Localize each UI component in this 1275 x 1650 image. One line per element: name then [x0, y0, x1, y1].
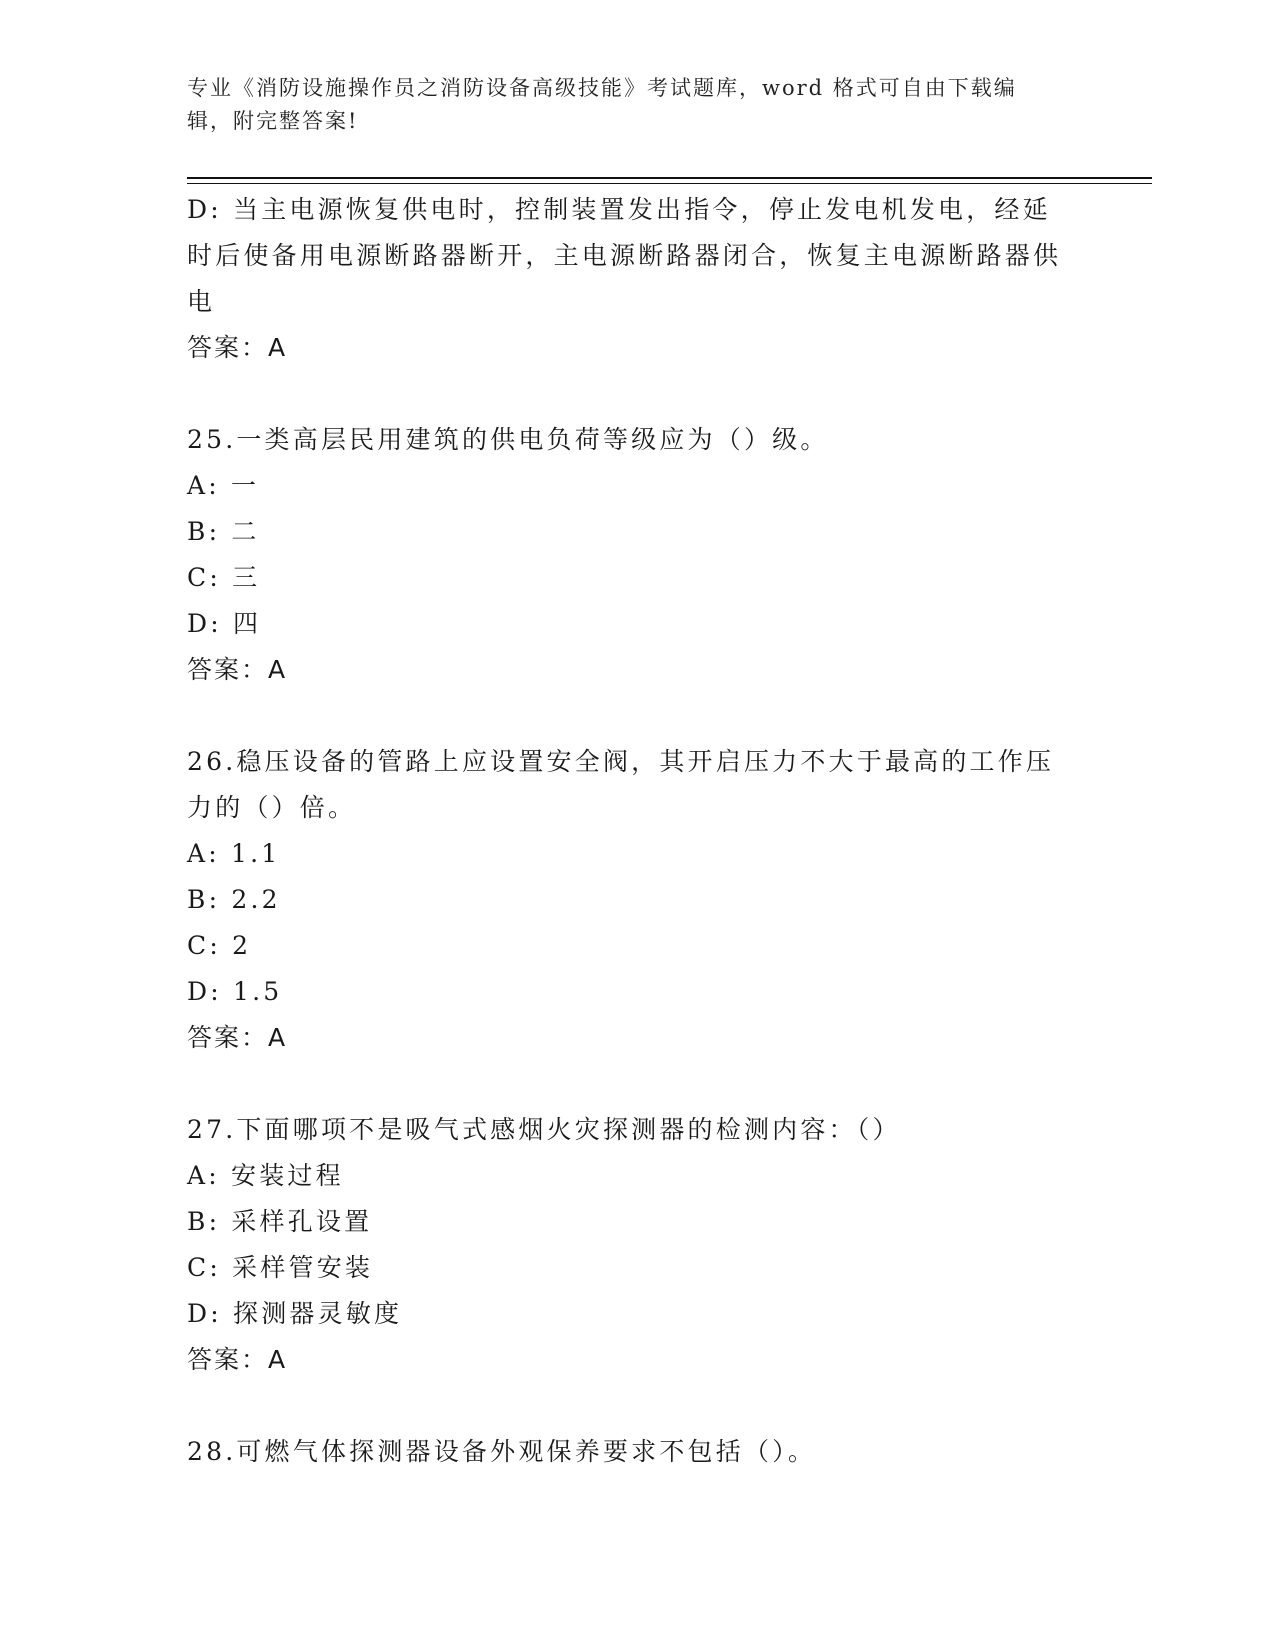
- header-divider-thick: [187, 177, 1152, 179]
- header-line-2: 辑，附完整答案!: [187, 109, 359, 133]
- option-a: A: 1.1: [187, 839, 281, 868]
- question-25: [187, 417, 1087, 693]
- option-c: C: 2: [187, 931, 252, 960]
- spacer: [187, 371, 1087, 417]
- header-line-1: 专业《消防设施操作员之消防设备高级技能》考试题库，word 格式可自由下载编: [187, 76, 1017, 100]
- option-d: D: 1.5: [187, 977, 283, 1006]
- option-c: C: 采样管安装: [187, 1253, 374, 1282]
- option-d: D: 当主电源恢复供电时，控制装置发出指令，停止发电机发电，经延时后使备用电源断路器断开，主电源断路器闭合，恢复主电源断路器供电: [187, 195, 1062, 316]
- question-body: [187, 187, 1087, 1475]
- header-divider-thin: [187, 183, 1152, 184]
- page-header: [187, 72, 1067, 138]
- spacer: [187, 693, 1087, 739]
- question-stem: 28.可燃气体探测器设备外观保养要求不包括（）。: [187, 1437, 817, 1466]
- answer-label: 答案：A: [187, 1023, 288, 1052]
- option-a: A: 安装过程: [187, 1161, 344, 1190]
- option-d: D: 四: [187, 609, 262, 638]
- option-d: D: 探测器灵敏度: [187, 1299, 403, 1328]
- question-28: [187, 1429, 1087, 1475]
- question-stem: 26.稳压设备的管路上应设置安全阀，其开启压力不大于最高的工作压力的（）倍。: [187, 747, 1055, 822]
- option-b: B: 2.2: [187, 885, 281, 914]
- answer-label: 答案：A: [187, 655, 288, 684]
- spacer: [187, 1383, 1087, 1429]
- previous-question-tail: [187, 187, 1087, 371]
- option-b: B: 采样孔设置: [187, 1207, 373, 1236]
- option-a: A: 一: [187, 471, 260, 500]
- answer-label: 答案：A: [187, 333, 288, 362]
- spacer: [187, 1061, 1087, 1107]
- option-c: C: 三: [187, 563, 261, 592]
- question-26: [187, 739, 1087, 1061]
- answer-label: 答案：A: [187, 1345, 288, 1374]
- question-stem: 27.下面哪项不是吸气式感烟火灾探测器的检测内容：（）: [187, 1115, 901, 1144]
- question-stem: 25.一类高层民用建筑的供电负荷等级应为（）级。: [187, 425, 829, 454]
- option-b: B: 二: [187, 517, 260, 546]
- question-27: [187, 1107, 1087, 1383]
